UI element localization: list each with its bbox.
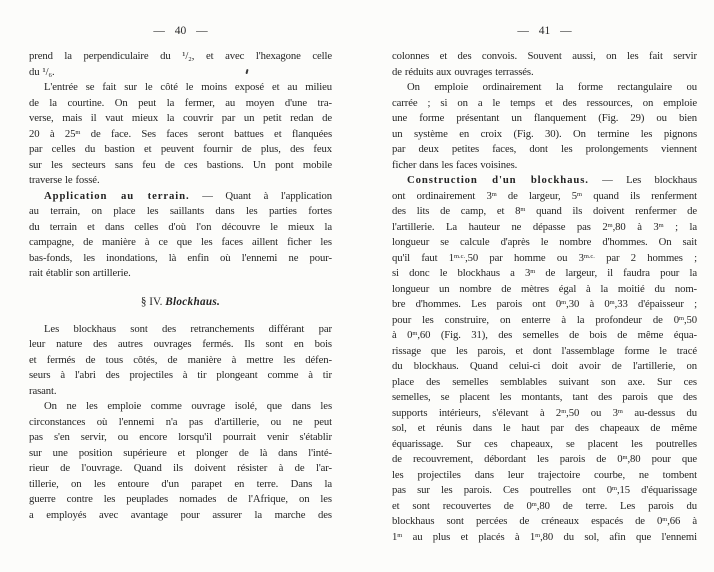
paragraph bbox=[29, 399, 332, 523]
text-line: seurs à l'abri des projectiles à tir plongeant comme à tir bbox=[29, 369, 332, 381]
superscript-unit: m.c. bbox=[454, 252, 466, 260]
text-line: verse, mais il vaut mieux la couvrir par un petit redan de bbox=[29, 112, 332, 124]
text-line: sur les secteurs sans feu de ces bastions. Un pont mobile bbox=[29, 158, 332, 171]
text-line: L'entrée se fait sur le côté le moins exposé et au milieu bbox=[44, 81, 332, 93]
superscript-unit: m bbox=[662, 516, 668, 524]
superscript-unit: m bbox=[491, 190, 497, 198]
superscript-unit: m bbox=[520, 206, 526, 214]
text-line: sol, et réunis dans le haut par des chapeaux de même bbox=[392, 422, 697, 434]
text-line: circonstances où l'ennemi n'a pas d'artillerie, ou ne peut bbox=[29, 415, 332, 428]
text-line: campagne, de manière à ce que les faces aillent ficher les bbox=[29, 236, 332, 248]
text-line: par celles du bastion et peuvent fournir de plus, des feux bbox=[29, 143, 332, 155]
text-line: rasant. bbox=[29, 384, 57, 397]
superscript-unit: m bbox=[561, 407, 567, 415]
text-line: longueur un nombre de mètres égal à la moitié du nom- bbox=[392, 282, 697, 295]
emphasized-text: Blockhaus. bbox=[165, 295, 221, 308]
page-left bbox=[29, 24, 332, 523]
text-line: rait établir son artillerie. bbox=[29, 267, 131, 279]
text-line: rieur de l'ouvrage. Quand ils doivent résister à de l'ar- bbox=[29, 462, 332, 474]
text-line: rissage que les parois, et dont l'assemblage forme le tracé bbox=[392, 344, 697, 357]
superscript-unit: m bbox=[561, 299, 567, 307]
text-line: par deux petites faces, dont les prolongements viennent bbox=[392, 143, 697, 155]
superscript-unit: m bbox=[530, 268, 536, 276]
text-line: blockhaus sont percées de créneaux espacés de 0$^m$,66 à bbox=[392, 515, 697, 527]
text-line: qu'il faut $1^{m.c.},50$ par homme ou $3^{m.c.}$ par 2 hommes ; bbox=[392, 251, 697, 264]
text-line: à 0$^m$,60 (Fig. 31), des semelles de bois de même équa- bbox=[392, 329, 697, 341]
text-line: tillerie, on les entoure d'un parapet en terre. Dans la bbox=[29, 477, 332, 490]
text-line: sur une position supérieure et plonger de là dans l'inté- bbox=[29, 446, 332, 459]
text-line: 1$^m$ au plus et placés à 1$^m$,80 du sol, afin que l'ennemi bbox=[392, 530, 697, 543]
superscript-unit: m bbox=[622, 454, 628, 462]
page-right bbox=[392, 24, 697, 545]
text-line: de la courtine. On peut la fermer, au moyen d'une tra- bbox=[29, 96, 332, 109]
text-line: supports intérieurs, s'élevant à 2$^m$,50 ou 3$^m$ au-dessus du bbox=[392, 406, 697, 419]
superscript-unit: m bbox=[607, 221, 613, 229]
text-line: Construction d'un blockhaus. — Les blockhaus bbox=[407, 174, 697, 186]
paragraph bbox=[392, 80, 697, 173]
text-line: ficher dans les faces voisines. bbox=[392, 158, 518, 171]
superscript-unit: m bbox=[535, 531, 541, 539]
text-line: et sont recouvertes de 0$^m$,80 de terre. Les parois du bbox=[392, 499, 697, 512]
text-line: de réduits aux ouvrages terrassés. bbox=[392, 65, 534, 78]
text-line: et fermés de tous côtés, de manière à mettre les défen- bbox=[29, 353, 332, 366]
text-line: des lits de camp, et 8$^m$ quand ils doivent renfermer de bbox=[392, 205, 697, 217]
text-line: du blockhaus. Quand celui-ci doit avoir de l'artillerie, on bbox=[392, 360, 697, 372]
text-line: les projectiles dans leur trajectoire courbe, ne tombent bbox=[392, 468, 697, 481]
page-body bbox=[392, 49, 697, 545]
text-line: On emploie ordinairement la forme rectangulaire ou bbox=[407, 81, 697, 93]
superscript-unit: m bbox=[611, 485, 617, 493]
text-line: prend la perpendiculaire du ¹/₂, et avec l'hexagone celle bbox=[29, 50, 332, 62]
paragraph bbox=[29, 322, 332, 400]
text-line: du ¹/₆. bbox=[29, 65, 55, 78]
paragraph bbox=[29, 49, 332, 80]
text-line: un système en croix (Fig. 30). On termine les pignons bbox=[392, 127, 697, 140]
page-number-header: — 41 — bbox=[517, 25, 572, 37]
text-line: du terrain et dans celles d'où l'on découvre le mieux la bbox=[29, 220, 332, 233]
superscript-unit: m.c. bbox=[583, 252, 595, 260]
superscript-unit: m bbox=[577, 190, 582, 198]
text-line: au terrain, on place les saillants dans les parties fortes bbox=[29, 205, 332, 217]
text-line: bre d'hommes. Les parois ont 0$^m$,30 à 0$^m$,33 d'épaisseur ; bbox=[392, 298, 697, 310]
paragraph bbox=[29, 80, 332, 189]
paragraph bbox=[392, 49, 697, 80]
text-line: pour les construire, on enterre à la profondeur de 0$^m$,50 bbox=[392, 313, 697, 326]
text-line: de recouvrement, débordant les parois de 0$^m$,80 pour que bbox=[392, 453, 697, 465]
text-line: leur nature des autres ouvrages fermés. Ils sont en bois bbox=[29, 338, 332, 350]
text-line: bas-fonds, les inondations, là enfin où l'ennemi ne pour- bbox=[29, 251, 332, 264]
text-line: 20 à 25$^m$ de face. Ses faces seront battues et flanquées bbox=[29, 127, 332, 140]
text-line: semelles, se placent les montants, tant des parois que des bbox=[392, 391, 697, 403]
text-line: longueur se calcule d'après le nombre d'hommes. On sait bbox=[392, 236, 697, 248]
text-line: équarissage. Sur ces chapeaux, se placent les poutrelles bbox=[392, 437, 697, 450]
text-line: l'artillerie. La hauteur ne dépasse pas 2$^m$,80 à 3$^m$ ; la bbox=[392, 220, 697, 233]
superscript-unit: m bbox=[412, 330, 418, 338]
text-line: traverse le fossé. bbox=[29, 174, 100, 186]
text-line: colonnes et des convois. Souvent aussi, on les fait servir bbox=[392, 50, 697, 62]
superscript-unit: m bbox=[678, 314, 684, 322]
superscript-unit: m bbox=[658, 221, 664, 229]
text-line: ont ordinairement 3$^m$ de largeur, 5$^m$ quand ils renferment bbox=[392, 189, 697, 202]
text-line: carrée ; si on a le temps et des ressources, on emploie bbox=[392, 96, 697, 109]
emphasized-text: Construction d'un blockhaus. bbox=[407, 174, 589, 186]
paragraph bbox=[29, 189, 332, 282]
superscript-unit: m bbox=[531, 500, 537, 508]
text-line: pas sur les parois. Ces poutrelles ont 0$^m$,15 d'équarissage bbox=[392, 484, 697, 496]
text-line: guerre contre les peuplades nomades de l'Afrique, on les bbox=[29, 493, 332, 505]
text-line: Les blockhaus sont des retranchements différant par bbox=[44, 322, 332, 335]
paragraph bbox=[392, 173, 697, 545]
superscript-unit: m bbox=[397, 531, 403, 539]
text-line: a employés avec avantage pour assurer la marche des bbox=[29, 508, 332, 521]
page-body bbox=[29, 49, 332, 523]
text-line: si donc le blockhaus a 3$^m$ de largeur, il faudra pour la bbox=[392, 267, 697, 279]
text-line: On ne les emploie comme ouvrage isolé, que dans les bbox=[44, 400, 332, 412]
text-line: une forme présentant un flanquement (Fig. 29) ou bien bbox=[392, 112, 697, 124]
text-line: place des semelles semblables suivant son axe. Sur ces bbox=[392, 375, 697, 388]
text-line: Application au terrain. — Quant à l'application bbox=[44, 189, 332, 202]
superscript-unit: m bbox=[609, 299, 615, 307]
page-number-header: — 40 — bbox=[153, 25, 208, 37]
superscript-unit: m bbox=[617, 407, 623, 415]
text-line: pas s'en servir, ou encore lorsqu'il pourrait venir s'établir bbox=[29, 431, 332, 443]
section-heading: § IV. Blockhaus. bbox=[140, 295, 221, 308]
superscript-unit: m bbox=[75, 128, 81, 136]
emphasized-text: Application au terrain. bbox=[44, 189, 190, 202]
